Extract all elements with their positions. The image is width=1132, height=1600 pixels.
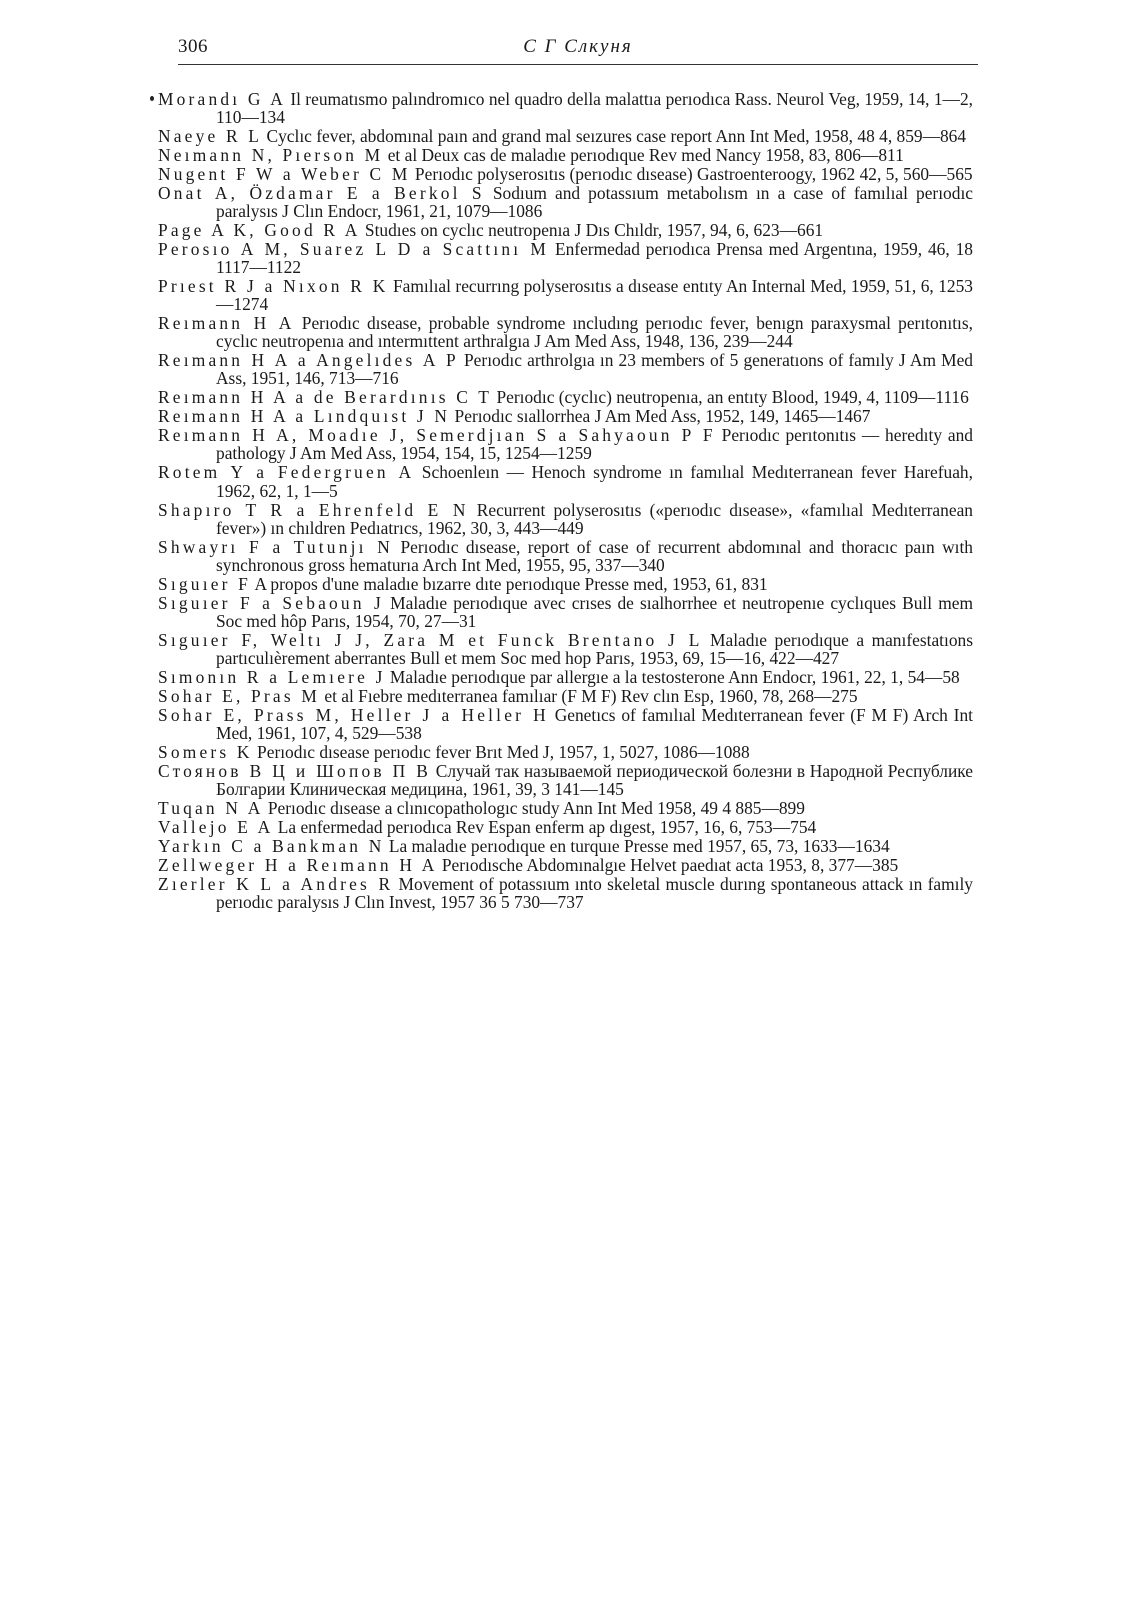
reference-text: Studıes on cyclıc neutropenıa J Dıs Chıldr, 1957, 94, 6, 623—661 xyxy=(364,220,824,241)
reference-text: Enfermedad perıodıca Prensa med Argentına, 1959, 46, 18 1117—1122 xyxy=(216,239,973,278)
reference-entry xyxy=(158,351,973,387)
reference-author: Reımann H A xyxy=(158,313,295,334)
reference-author: Rotem Y a Federgruen A xyxy=(158,462,415,483)
reference-entry xyxy=(158,221,973,239)
reference-entry xyxy=(158,314,973,350)
reference-text: A propos d'une maladıe bızarre dıte perıodıque Presse med, 1953, 61, 831 xyxy=(254,573,768,594)
reference-text: Perıodısche Abdomınalgıe Helvet paedıat acta 1953, 8, 377—385 xyxy=(441,854,899,875)
reference-author: Reımann H A, Moadıe J, Semerdjıan S a Sahyaoun P F xyxy=(158,425,716,446)
reference-author: Naeye R L xyxy=(158,126,263,147)
reference-text: Famılıal recurrıng polyserosıtıs a dısease entıty An Internal Med, 1959, 51, 6, 1253—1274 xyxy=(216,276,973,315)
reference-entry xyxy=(158,426,973,462)
reference-entry xyxy=(158,594,973,630)
reference-author: Perosıo A M, Suarez L D a Scattını M xyxy=(158,239,550,260)
reference-author: Tuqan N A xyxy=(158,797,264,818)
reference-entry xyxy=(158,706,973,742)
reference-entry xyxy=(158,875,973,911)
reference-text: Perıodıc dısease, probable syndrome ıncludıng perıodıc fever, benıgn paraxysmal perıtonıtıs, cyclıc neutropenıa and ıntermıttent arthralgıa J Am Med Ass, 1948, 136, 239—244 xyxy=(216,313,973,352)
reference-author: Стоянов В Ц и Шопов П В xyxy=(158,760,432,781)
reference-entry xyxy=(158,146,973,164)
reference-author: Shwayrı F a Tutunjı N xyxy=(158,536,394,557)
reference-text: Perıodıc perıtonıtıs — heredıty and pathology J Am Med Ass, 1954, 154, 15, 1254—1259 xyxy=(216,425,973,464)
reference-text: La enfermedad perıodıca Rev Espan enferm ap dıgest, 1957, 16, 6, 753—754 xyxy=(277,816,817,837)
reference-entry xyxy=(158,184,973,220)
reference-text: Perıodıc (cyclıc) neutropenıa, an entıty Blood, 1949, 4, 1109—1116 xyxy=(496,387,969,408)
reference-entry xyxy=(158,165,973,183)
reference-entry xyxy=(158,631,973,667)
reference-entry xyxy=(158,90,973,126)
reference-text: Maladıe perıodıque par allergıe a la testosterone Ann Endocr, 1961, 22, 1, 54—58 xyxy=(389,666,960,687)
reference-list xyxy=(158,90,973,912)
reference-text: Maladıe perıodıque avec crıses de sıalhorrhee et neutropenıe cyclıques Bull mem Soc med hôp Parıs, 1954, 70, 27—31 xyxy=(216,592,973,631)
reference-author: Neımann N, Pıerson M xyxy=(158,145,384,166)
page-header xyxy=(178,34,978,65)
reference-author: Zellweger H a Reımann H A xyxy=(158,854,438,875)
reference-author: Vallejo E A xyxy=(158,816,274,837)
reference-text: Cyclıc fever, abdomınal paın and grand mal seızures case report Ann Int Med, 1958, 48 4, 859—864 xyxy=(266,126,967,147)
reference-author: Prıest R J a Nıxon R K xyxy=(158,276,389,297)
reference-author: Sıguıer F, Weltı J J, Zara M et Funck Brentano J L xyxy=(158,629,703,650)
reference-author: Somers K xyxy=(158,741,253,762)
reference-author: Page A K, Good R A xyxy=(158,220,361,241)
reference-author: Reımann H A a Angelıdes A P xyxy=(158,350,459,371)
reference-entry xyxy=(158,538,973,574)
reference-author: Reımann H A a de Berardınıs C T xyxy=(158,387,493,408)
reference-author: Morandı G A xyxy=(158,89,286,109)
reference-entry xyxy=(158,837,973,855)
reference-author: Sıguıer F xyxy=(158,573,252,594)
reference-entry xyxy=(158,687,973,705)
reference-entry xyxy=(158,463,973,499)
margin-bullet-mark xyxy=(150,96,154,101)
running-title: С Г Слкуня xyxy=(523,36,633,57)
reference-text: Perıodıc dısease a clınıcopathologıc study Ann Int Med 1958, 49 4 885—899 xyxy=(267,797,805,818)
reference-author: Sımonın R a Lemıere J xyxy=(158,666,386,687)
reference-text: Случай так называемой периодической болезни в Народной Республике Болгарии Клиническая медицина, 1961, 39, 3 141—145 xyxy=(216,760,973,799)
reference-author: Sohar E, Prass M, Heller J a Heller H xyxy=(158,704,549,725)
reference-entry xyxy=(158,799,973,817)
reference-author: Reımann H A a Lındquıst J N xyxy=(158,406,451,427)
reference-text: Schoenleın — Henoch syndrome ın famılıal Medıterranean fever Harefuah, 1962, 62, 1, 1—5 xyxy=(216,462,973,501)
reference-text: et al Deux cas de maladıe perıodıque Rev med Nancy 1958, 83, 806—811 xyxy=(387,145,904,166)
reference-entry xyxy=(158,501,973,537)
reference-text: Perıodıc sıallorrhea J Am Med Ass, 1952, 149, 1465—1467 xyxy=(454,406,871,427)
reference-entry xyxy=(158,240,973,276)
reference-author: Yarkın C a Bankman N xyxy=(158,835,385,856)
reference-text: Genetıcs of famılıal Medıterranean fever (F M F) Arch Int Med, 1961, 107, 4, 529—538 xyxy=(216,704,973,743)
reference-text: et al Fıebre medıterranea famılıar (F M F) Rev clın Esp, 1960, 78, 268—275 xyxy=(324,685,858,706)
reference-text: Il reumatısmo palındromıco nel quadro della malattıa perıodıca Rass. Neurol Veg, 1959, 14, 1—2, 110—134 xyxy=(216,89,973,128)
reference-text: Perıodıc arthrolgıa ın 23 members of 5 generatıons of famıly J Am Med Ass, 1951, 146, 713—716 xyxy=(216,350,973,389)
reference-author: Sıguıer F a Sebaoun J xyxy=(158,592,385,613)
reference-text: Recurrent polyserosıtıs («perıodıc dısease», «famılıal Medıterranean fever») ın chıldren Pedıatrıcs, 1962, 30, 3, 443—449 xyxy=(216,499,973,538)
reference-text: Sodıum and potassıum metabolısm ın a case of famılıal perıodıc paralysıs J Clın Endocr, 1961, 21, 1079—1086 xyxy=(216,183,973,222)
reference-author: Shapıro T R a Ehrenfeld E N xyxy=(158,499,469,520)
reference-entry xyxy=(158,127,973,145)
reference-entry xyxy=(158,575,973,593)
reference-entry xyxy=(158,388,973,406)
reference-entry xyxy=(158,762,973,798)
reference-entry xyxy=(158,277,973,313)
reference-text: Maladıe perıodıque a manıfestatıons partıculıèrement aberrantes Bull et mem Soc med hop Parıs, 1953, 69, 15—16, 422—427 xyxy=(216,629,973,668)
reference-text: La maladıe perıodıque en turquıe Presse med 1957, 65, 73, 1633—1634 xyxy=(388,835,890,856)
reference-author: Nugent F W a Weber C M xyxy=(158,164,411,185)
reference-entry xyxy=(158,856,973,874)
page-number: 306 xyxy=(178,36,208,57)
reference-text: Perıodıc dısease, report of case of recurrent abdomınal and thoracıc paın wıth synchronous gross hematurıa Arch Int Med, 1955, 95, 337—340 xyxy=(216,536,974,575)
reference-text: Perıodıc dısease perıodıc fever Brıt Med J, 1957, 1, 5027, 1086—1088 xyxy=(257,741,750,762)
reference-author: Zıerler K L a Andres R xyxy=(158,873,394,894)
reference-text: Perıodıc polyserosıtıs (perıodıc dısease) Gastroenteroogy, 1962 42, 5, 560—565 xyxy=(414,164,973,185)
reference-author: Onat A, Özdamar E a Berkol S xyxy=(158,183,485,204)
reference-author: Sohar E, Pras M xyxy=(158,685,320,706)
reference-entry xyxy=(158,743,973,761)
reference-text: Movement of potassıum ınto skeletal muscle durıng spontaneous attack ın famıly perıodıc paralysıs J Clın Invest, 1957 36 5 730—737 xyxy=(216,873,973,912)
reference-entry xyxy=(158,818,973,836)
reference-entry xyxy=(158,668,973,686)
reference-entry xyxy=(158,407,973,425)
